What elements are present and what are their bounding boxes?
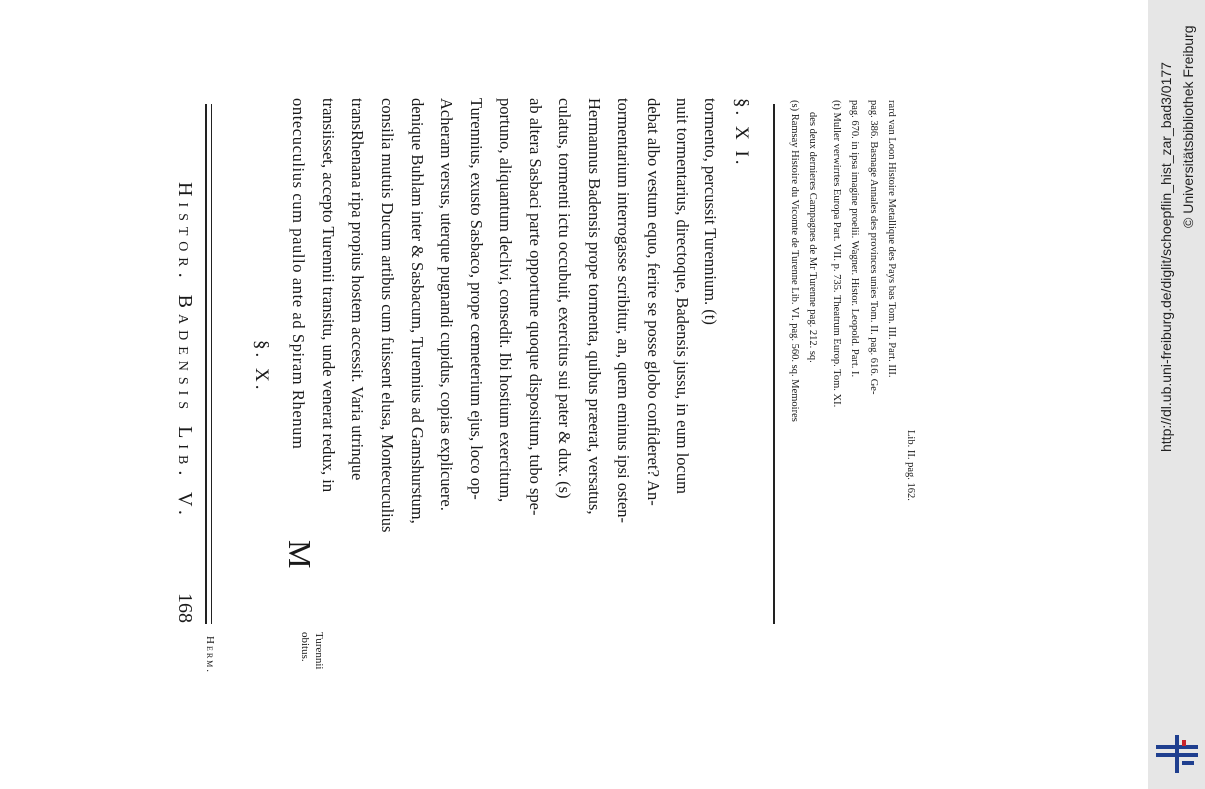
- footnote-rule: [773, 104, 775, 624]
- body-line: transRhenana ripa propius hostem accessit. Varia utrinque: [348, 98, 367, 481]
- header-rule-thin: [211, 104, 212, 624]
- body-line: transiisset, accepto Turennii transitu, unde venerat redux, in: [319, 98, 338, 493]
- body-line: tormento, percussit Turennium. (t): [701, 98, 720, 325]
- body-line: ab altera Sasbaci parte opportune quoque dispositum, tubo spe-: [526, 98, 545, 516]
- body-line: consilia mutuis Ducum artibus cum fuissent elusa, Montecuculius: [378, 98, 397, 533]
- footnote-s-line-2: des deux dernieres Campagnes de Mr Turenne pag. 212. sq.: [807, 112, 818, 363]
- source-url-link[interactable]: http://dl.ub.uni-freiburg.de/diglit/schoepflin_hist_zar_bad3/0177: [1158, 62, 1174, 452]
- page-number: 168: [174, 593, 196, 623]
- ub-freiburg-logo-icon: [1156, 735, 1198, 773]
- section-heading: §. X.: [251, 340, 272, 393]
- margin-note: [298, 632, 326, 670]
- header-rule-thick: [205, 104, 207, 624]
- body-line: Turennius, exusto Sasbaco, prope cœmeterium ejus, loco op-: [467, 98, 486, 500]
- body-line: nuit tormentarius, directoque, Badensis jussu, in eum locum: [673, 98, 692, 494]
- next-section-heading: §. X I.: [731, 98, 752, 168]
- body-line: ontecuculius cum paullo ante ad Spiram Rhenum: [289, 98, 308, 450]
- body-line: Hermannus Badensis prope tormenta, quibus præerat, versatus,: [585, 98, 604, 515]
- footnote-t-line-3: pag. 386. Basnage Annales des provinces unies Tom. II. pag. 616. Ge-: [868, 100, 879, 395]
- body-line: Acheram versus, uterque pugnandi cupidus, copias explicuere.: [437, 98, 456, 511]
- running-title: Histor. Badensis Lib. V.: [174, 182, 196, 521]
- body-line: debat albo vestum equo, ferire se posse globo confideret? An-: [644, 98, 663, 506]
- margin-note-line-2: obitus.: [299, 632, 311, 662]
- footnote-t-line-2: pag. 670. in ipsa imagine proelii. Wagner. Histor. Leopold. Part. I.: [849, 100, 860, 378]
- side-strip: [1148, 0, 1205, 789]
- margin-note-line-1: Turennii: [313, 632, 325, 670]
- body-line: tormentarium interrogasse scribitur, an, quem eminus ipsi osten-: [614, 98, 633, 524]
- body-line: portuno, aliquantum declivi, consedit. Ibi hostium exercitum,: [496, 98, 515, 503]
- footnote-t-line-5: Lib. II. pag. 162.: [905, 430, 916, 501]
- footnote-s-line-1: (s) Ramsay Histoire du Vicomte de Turenne Lib. VI. pag. 560. sq. Memoires: [789, 100, 800, 422]
- dropcap: M: [282, 540, 318, 569]
- body-line: culatus, tormenti ictu occubuit, exercitus sui pater & dux. (s): [555, 98, 574, 499]
- body-line: denique Buhlam inter & Sasbacum, Turennius ad Gamshurstum,: [408, 98, 427, 524]
- footnote-t-line-1: (t) Muller verwirrtes Europa Part. VII. p. 735. Theatrum Europ. Tom. XI.: [831, 100, 842, 408]
- footnote-t-line-4: rard van Loon Histoire Metallique des Pays bas Tom. III. Part. III.: [886, 100, 897, 378]
- running-head-left: Herm.: [204, 636, 216, 675]
- copyright-text: © Universitätsbibliothek Freiburg: [1180, 25, 1196, 228]
